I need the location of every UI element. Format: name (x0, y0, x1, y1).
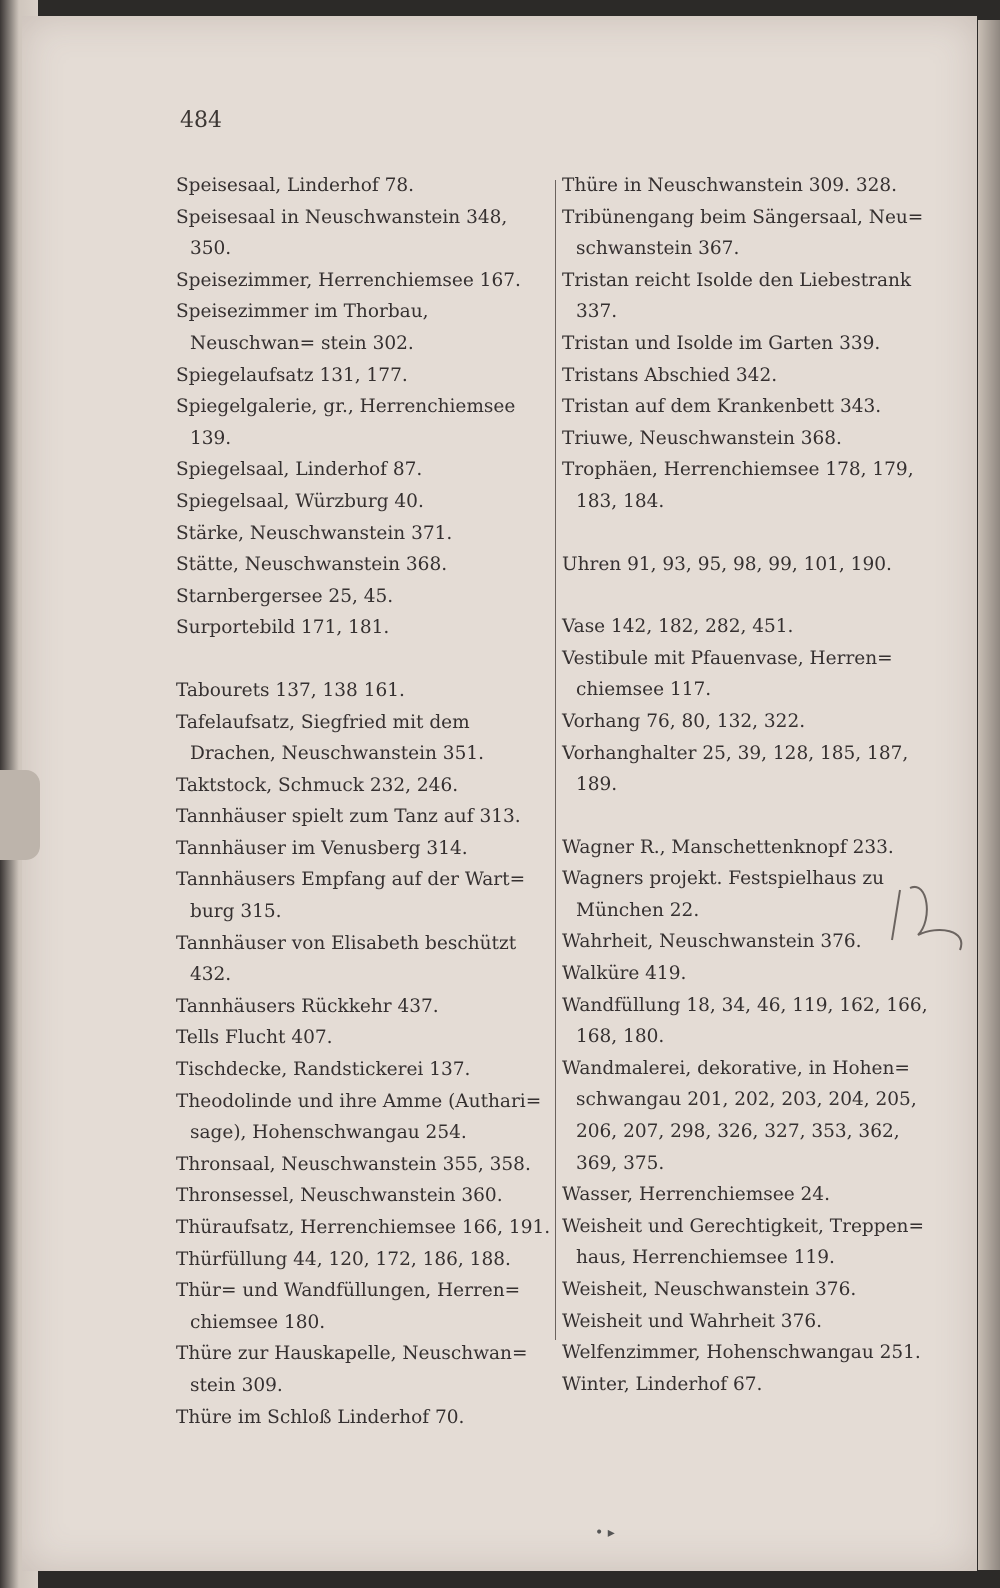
index-entry: Thür= und Wandfüllungen, Herren= chiemsee 180. (176, 1280, 521, 1333)
scanner-clip (0, 770, 40, 860)
index-entry: Surportebild 171, 181. (176, 617, 390, 639)
index-entry: Tannhäusers Rückkehr 437. (176, 995, 439, 1017)
index-entry: Tristan und Isolde im Garten 339. (562, 332, 881, 354)
index-entry: Vestibule mit Pfauenvase, Herren= chiemsee 117. (562, 647, 893, 701)
index-entry: Tristans Abschied 342. (562, 364, 778, 386)
index-entry: Tischdecke, Randstickerei 137. (176, 1059, 471, 1081)
page-number: 484 (180, 108, 222, 133)
section-gap (562, 801, 937, 832)
index-entry: Spiegelsaal, Würzburg 40. (176, 490, 424, 512)
page-speck: • ▸ (595, 1525, 615, 1541)
index-entry: Winter, Linderhof 67. (562, 1373, 763, 1395)
index-entry: Vorhanghalter 25, 39, 128, 185, 187, 189. (562, 742, 909, 796)
index-entry: Wandmalerei, dekorative, in Hohen= schwangau 201, 202, 203, 204, 205, 206, 207, 298, 326, 327, 353, 362, 369, 375. (562, 1057, 917, 1174)
index-entry: Weisheit und Gerechtigkeit, Treppen= haus, Herrenchiemsee 119. (562, 1215, 924, 1269)
index-entry: Tannhäuser von Elisabeth beschützt 432. (176, 932, 517, 986)
index-entry: Thüre in Neuschwanstein 309. 328. (562, 175, 898, 196)
index-entry: Welfenzimmer, Hohenschwangau 251. (562, 1342, 921, 1364)
index-entry: Taktstock, Schmuck 232, 246. (176, 774, 459, 796)
index-entry: Thüraufsatz, Herrenchiemsee 166, 191. (176, 1217, 551, 1238)
index-column-left (176, 170, 551, 1433)
index-entry: Vorhang 76, 80, 132, 322. (562, 710, 806, 732)
index-entry: Wandfüllung 18, 34, 46, 119, 162, 166, 168, 180. (562, 994, 928, 1048)
index-entry: Wagners projekt. Festspielhaus zu München 22. (562, 868, 884, 921)
index-entry: Tannhäusers Empfang auf der Wart= burg 315. (176, 869, 526, 923)
index-entry: Thürfüllung 44, 120, 172, 186, 188. (176, 1248, 511, 1270)
section-gap (562, 580, 937, 611)
index-entry: Stätte, Neuschwanstein 368. (176, 554, 448, 576)
index-entry: Speisezimmer im Thorbau, Neuschwan= stein 302. (176, 301, 429, 354)
index-entry: Walküre 419. (562, 963, 687, 985)
column-divider (555, 180, 556, 1340)
index-entry: Speisesaal in Neuschwanstein 348, 350. (176, 206, 508, 260)
index-entry: Spiegelgalerie, gr., Herrenchiemsee 139. (176, 396, 516, 449)
index-entry: Tristan reicht Isolde den Liebestrank 337. (562, 269, 912, 323)
index-entry: Stärke, Neuschwanstein 371. (176, 522, 453, 544)
index-entry: Weisheit, Neuschwanstein 376. (562, 1279, 857, 1300)
index-entry: Thüre im Schloß Linderhof 70. (176, 1406, 465, 1428)
index-entry: Tristan auf dem Krankenbett 343. (562, 396, 882, 418)
index-entry: Tannhäuser spielt zum Tanz auf 313. (176, 806, 521, 828)
index-entry: Vase 142, 182, 282, 451. (562, 616, 794, 638)
index-entry: Thüre zur Hauskapelle, Neuschwan= stein 309. (176, 1343, 528, 1396)
index-entry: Thronsessel, Neuschwanstein 360. (176, 1185, 503, 1207)
page-right-edge (978, 20, 1000, 1570)
index-entry: Wasser, Herrenchiemsee 24. (562, 1184, 830, 1206)
index-entry: Theodolinde und ihre Amme (Authari= sage), Hohenschwangau 254. (176, 1090, 542, 1144)
index-entry: Spiegelsaal, Linderhof 87. (176, 459, 423, 481)
index-entry: Tannhäuser im Venusberg 314. (176, 837, 468, 859)
section-gap (176, 644, 551, 675)
section-gap (562, 518, 937, 549)
index-column-right (562, 170, 937, 1400)
index-entry: Speisesaal, Linderhof 78. (176, 175, 415, 196)
index-entry: Wahrheit, Neuschwanstein 376. (562, 931, 862, 953)
index-entry: Spiegelaufsatz 131, 177. (176, 364, 408, 386)
index-entry: Tribünengang beim Sängersaal, Neu= schwanstein 367. (562, 206, 924, 260)
index-entry: Tells Flucht 407. (176, 1027, 333, 1049)
index-entry: Thronsaal, Neuschwanstein 355, 358. (176, 1153, 531, 1175)
index-entry: Wagner R., Manschettenknopf 233. (562, 836, 894, 858)
index-entry: Tafelaufsatz, Siegfried mit dem Drachen, Neuschwanstein 351. (176, 711, 484, 765)
index-entry: Trophäen, Herrenchiemsee 178, 179, 183, 184. (562, 459, 914, 512)
index-entry: Starnbergersee 25, 45. (176, 585, 394, 607)
pencil-annotation (888, 880, 978, 960)
index-entry: Triuwe, Neuschwanstein 368. (562, 427, 842, 449)
index-entry: Weisheit und Wahrheit 376. (562, 1310, 822, 1332)
index-entry: Uhren 91, 93, 95, 98, 99, 101, 190. (562, 553, 892, 575)
index-entry: Tabourets 137, 138 161. (176, 679, 405, 701)
index-entry: Speisezimmer, Herrenchiemsee 167. (176, 269, 521, 291)
